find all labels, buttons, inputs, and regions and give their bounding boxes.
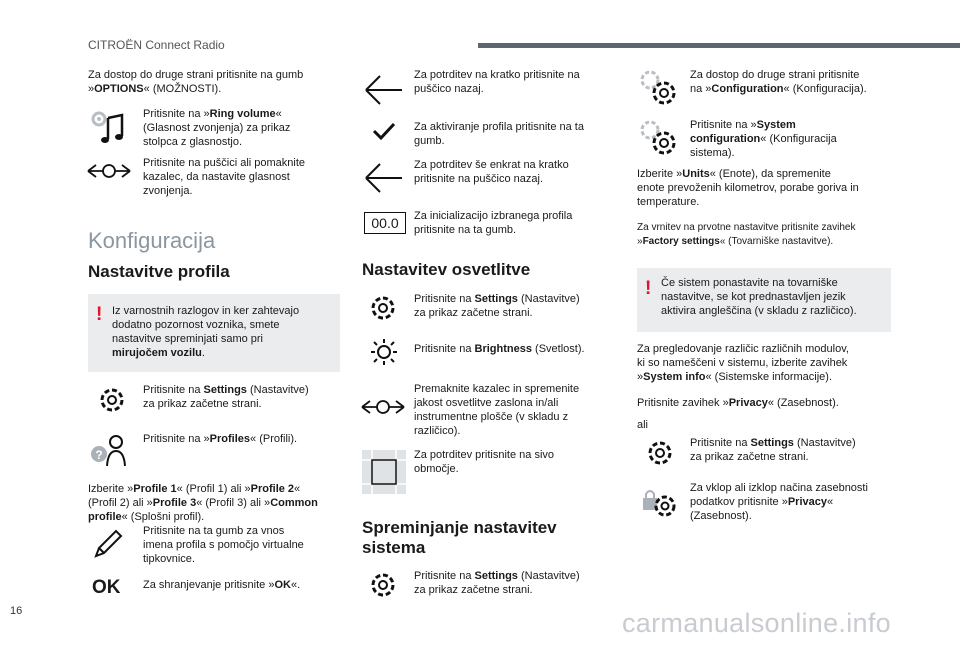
section-title: Konfiguracija <box>88 228 216 253</box>
reset-text: Za inicializacijo izbranega profila pritisnite na ta gumb. <box>414 210 573 236</box>
units-text: Izberite »Units« (Enote), da spremenite enote prevoženih kilometrov, porabe goriva in temperature. <box>637 168 859 208</box>
privacy-toggle-text: Za vklop ali izklop načina zasebnosti podatkov pritisnite »Privacy« (Zasebnost). <box>690 482 868 522</box>
back-text: Za potrditev na kratko pritisnite na puščico nazaj. <box>414 69 580 95</box>
pencil-icon <box>92 528 128 560</box>
header-bar <box>478 43 960 48</box>
ring-volume-text: Pritisnite na »Ring volume« (Glasnost zvonjenja) za prikaz stolpca z glasnostjo. <box>143 108 291 148</box>
intro-text: Za dostop do druge strani pritisnite na gumb »OPTIONS« (MOŽNOSTI). <box>88 69 304 95</box>
running-header: CITROËN Connect Radio <box>88 38 225 52</box>
reset-button-icon: 00.0 <box>364 212 406 234</box>
ok-icon: OK <box>92 577 121 598</box>
choose-profile-text: Izberite »Profile 1« (Profil 1) ali »Profile 2« (Profil 2) ali »Profile 3« (Profil 3) ali »Common profile« (Splošni profil). <box>88 483 318 523</box>
safety-warning-box <box>88 294 340 372</box>
gear-icon <box>368 293 398 323</box>
system-configuration-icon <box>638 118 682 158</box>
gear-icon <box>97 385 127 415</box>
warning-icon: ! <box>96 304 103 325</box>
factory-settings-text: Za vrnitev na prvotne nastavitve pritisnite zavihek »Factory settings« (Tovarniške nastavitve). <box>637 222 856 247</box>
arrows-text: Pritisnite na puščici ali pomaknite kazalec, da nastavite glasnost zvonjenja. <box>143 157 306 197</box>
privacy-lock-icon <box>638 484 682 524</box>
gear-icon <box>368 570 398 600</box>
system-configuration-text: Pritisnite na »System configuration« (Konfiguracija sistema). <box>690 119 837 159</box>
system-info-text: Za pregledovanje različic različnih modulov, ki so nameščeni v sistemu, izberite zavihek »System info« (Sistemske informacije). <box>637 343 849 383</box>
configuration-icon <box>638 68 682 108</box>
svg-text:?: ? <box>95 448 103 462</box>
or-text: ali <box>637 419 649 431</box>
confirm-again-text: Za potrditev še enkrat na kratko pritisnite na puščico nazaj. <box>414 159 569 185</box>
system-settings-heading: Spreminjanje nastavitev sistema <box>362 518 557 557</box>
privacy-tab-text: Pritisnite zavihek »Privacy« (Zasebnost). <box>637 397 839 409</box>
gear-icon <box>645 438 675 468</box>
back-arrow-icon <box>362 72 404 108</box>
settings-text: Pritisnite na Settings (Nastavitve) za prikaz začetne strani. <box>414 570 580 596</box>
gray-area-icon <box>362 450 406 494</box>
ok-text: Za shranjevanje pritisnite »OK«. <box>143 579 301 591</box>
settings-text: Pritisnite na Settings (Nastavitve) za prikaz začetne strani. <box>143 384 309 410</box>
checkmark-icon <box>372 121 396 141</box>
back-arrow-icon <box>362 160 404 196</box>
profile-icon <box>88 432 130 468</box>
slider-text: Premaknite kazalec in spremenite jakost osvetlitve zaslona in/ali instrumentne plošče (v skladu z različico). <box>414 383 580 437</box>
warning-text: Če sistem ponastavite na tovarniške nastavitve, se kot prednastavljen jezik aktivira angleščina (v skladu z različico). <box>661 277 857 317</box>
watermark: carmanualsonline.info <box>622 608 891 638</box>
profile-settings-heading: Nastavitve profila <box>88 262 230 281</box>
profiles-text: Pritisnite na »Profiles« (Profili). <box>143 433 298 445</box>
page-number: 16 <box>10 605 23 617</box>
brightness-heading: Nastavitev osvetlitve <box>362 260 531 279</box>
settings-text: Pritisnite na Settings (Nastavitve) za prikaz začetne strani. <box>690 437 856 463</box>
slider-arrows-icon <box>86 158 132 184</box>
slider-arrows-icon <box>360 394 406 420</box>
warning-icon: ! <box>645 278 652 299</box>
pencil-text: Pritisnite na ta gumb za vnos imena profila s pomočjo virtualne tipkovnice. <box>143 525 304 565</box>
music-settings-icon <box>88 108 128 148</box>
brightness-icon <box>366 337 402 367</box>
brightness-text: Pritisnite na Brightness (Svetlost). <box>414 343 585 355</box>
settings-text: Pritisnite na Settings (Nastavitve) za prikaz začetne strani. <box>414 293 580 319</box>
language-warning-box <box>637 268 891 332</box>
gray-area-text: Za potrditev pritisnite na sivo območje. <box>414 449 555 475</box>
warning-text: Iz varnostnih razlogov in ker zahtevajo dodatno pozornost voznika, smete nastavitve spreminjati samo pri mirujočem vozilu. <box>112 305 300 359</box>
configuration-text: Za dostop do druge strani pritisnite na »Configuration« (Konfiguracija). <box>690 69 867 95</box>
activate-text: Za aktiviranje profila pritisnite na ta gumb. <box>414 121 584 147</box>
